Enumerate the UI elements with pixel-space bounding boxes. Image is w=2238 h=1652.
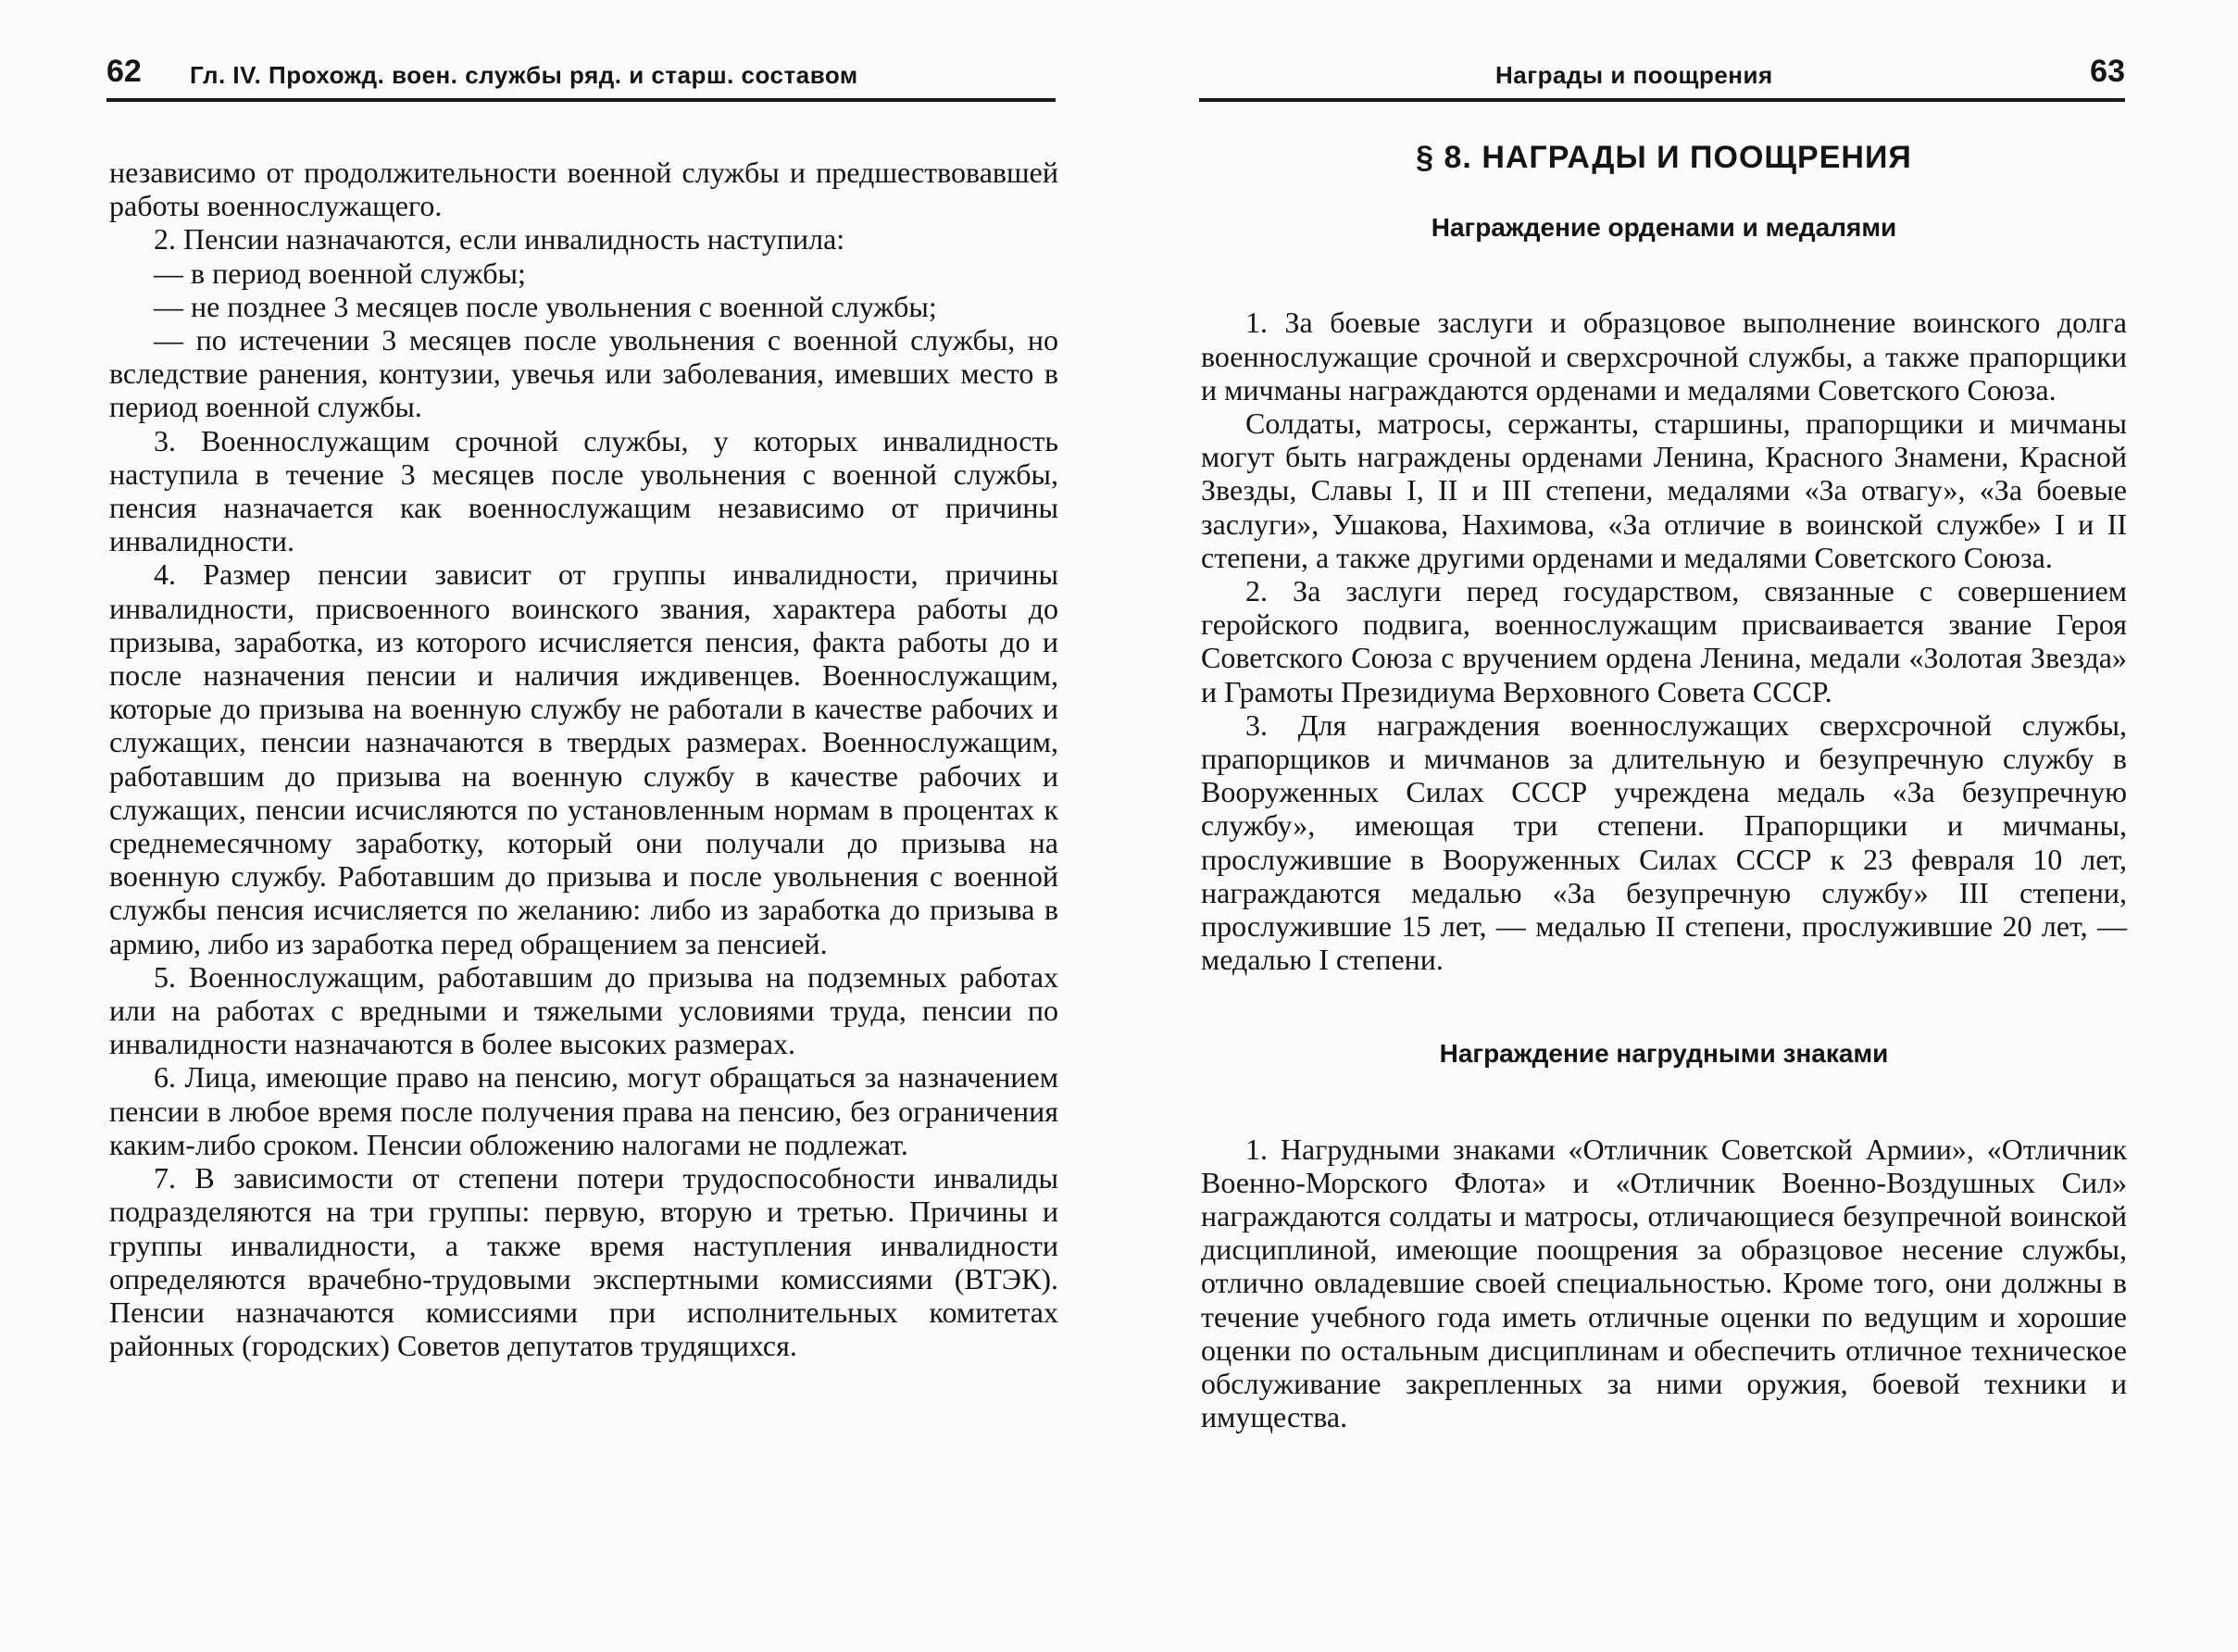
paragraph: 4. Размер пенсии зависит от группы инвалидности, причины инвалидности, присвоенного воинского звания, характера работы до призыва, заработка, из которого исчисляется пенсия, факта работы до и после назначения пенсии и наличия иждивенцев. Военнослужащим, которые до призыва на военную службу не работали в качестве рабочих и служащих, пенсии назначаются в твердых размерах. Военнослужащим, работавшим до призыва на военную службу в качестве рабочих и служащих, пенсии исчисляются по установленным нормам в процентах к среднемесячному заработку, который они получали до призыва на военную службу. Работавшим до призыва и после увольнения с военной службы пенсия исчисляется по желанию: либо из заработка до призыва в армию, либо из заработка перед обращением за пенсией. xyxy=(109,557,1058,960)
paragraph: — в период военной службы; xyxy=(154,256,526,290)
paragraph: Солдаты, матросы, сержанты, старшины, прапорщики и мичманы могут быть награждены орденами Ленина, Красного Знамени, Красной Звезды, Славы I, II и III степени, медалями «За отвагу», «За боевые заслуги», Ушакова, Нахимова, «За отличие в воинской службе» I и II степени, а также другими орденами и медалями Советского Союза. xyxy=(1201,407,2127,574)
paragraph: 1. Нагрудными знаками «Отличник Советской Армии», «Отличник Военно-Морского Флота» и «Отличник Военно-Воздушных Сил» награждаются солдаты и матросы, отличающиеся безупречной воинской дисциплиной, имеющие поощрения за образцовое несение службы, отлично овладевшие своей специальностью. Кроме того, они должны в течение учебного года иметь отличные оценки по ведущим и хорошие оценки по остальным дисциплинам и обеспечить отличное техническое обслуживание закрепленных за ними оружия, боевой техники и имущества. xyxy=(1201,1132,2127,1434)
section-title: § 8. НАГРАДЫ И ПООЩРЕНИЯ xyxy=(1416,140,1912,175)
paragraph: — не позднее 3 месяцев после увольнения с военной службы; xyxy=(154,289,937,323)
right-page-number: 63 xyxy=(2090,54,2125,89)
paragraph: 3. Военнослужащим срочной службы, у которых инвалидность наступила в течение 3 месяцев после увольнения с военной службы, пенсия назначается как военнослужащим независимо от причины инвалидности. xyxy=(109,423,1058,558)
right-page-body xyxy=(1201,130,2127,1434)
left-page xyxy=(0,0,1093,1652)
paragraph: 2. Пенсии назначаются, если инвалидность наступила: xyxy=(154,222,845,257)
subsection-title-orders: Награждение орденами и медалями xyxy=(1431,213,1897,243)
left-page-body xyxy=(109,156,1058,1362)
paragraph: 3. Для награждения военнослужащих сверхсрочной службы, прапорщиков и мичманов за длительную и безупречную службу в Вооруженных Силах СССР учреждена медаль «За безупречную службу», имеющая три степени. Прапорщики и мичманы, прослужившие в Вооруженных Силах СССР к 23 февраля 10 лет, награждаются медалью «За безупречную службу» III степени, прослужившие 15 лет, — медалью II степени, прослужившие 20 лет, — медалью I степени. xyxy=(1201,707,2127,977)
paragraph: 1. За боевые заслуги и образцовое выполнение воинского долга военнослужащие срочной и сверхсрочной службы, а также прапорщики и мичманы награждаются орденами и медалями Советского Союза. xyxy=(1201,306,2127,407)
left-running-head-title: Гл. IV. Прохожд. воен. службы ряд. и старш. составом xyxy=(190,61,858,89)
left-page-number: 62 xyxy=(106,54,142,89)
paragraph: — по истечении 3 месяцев после увольнения с военной службы, но вследствие ранения, контузии, увечья или заболевания, имевших место в период военной службы. xyxy=(109,323,1058,424)
paragraph: 5. Военнослужащим, работавшим до призыва на подземных работах или на работах с вредными и тяжелыми условиями труда, пенсии по инвалидности назначаются в более высоких размерах. xyxy=(109,959,1058,1061)
right-running-head-title: Награды и поощрения xyxy=(1495,61,1773,89)
paragraph: независимо от продолжительности военной службы и предшествовавшей работы военнослужащего. xyxy=(109,156,1058,223)
right-page xyxy=(1167,0,2238,1652)
paragraph: 2. За заслуги перед государством, связанные с совершением геройского подвига, военнослужащим присваивается звание Героя Советского Союза с вручением ордена Ленина, медали «Золотая Звезда» и Грамоты Президиума Верховного Совета СССР. xyxy=(1201,574,2127,708)
paragraph: 7. В зависимости от степени потери трудоспособности инвалиды подразделяются на три группы: первую, вторую и третью. Причины и группы инвалидности, а также время наступления инвалидности определяются врачебно-трудовыми экспертными комиссиями (ВТЭК). Пенсии назначаются комиссиями при исполнительных комитетах районных (городских) Советов депутатов трудящихся. xyxy=(109,1161,1058,1363)
subsection-title-badges: Награждение нагрудными знаками xyxy=(1439,1039,1889,1069)
paragraph: 6. Лица, имеющие право на пенсию, могут обращаться за назначением пенсии в любое время после получения права на пенсию, без ограничения каким-либо сроком. Пенсии обложению налогами не подлежат. xyxy=(109,1060,1058,1161)
left-running-head xyxy=(106,52,1056,102)
right-running-head xyxy=(1199,52,2125,102)
